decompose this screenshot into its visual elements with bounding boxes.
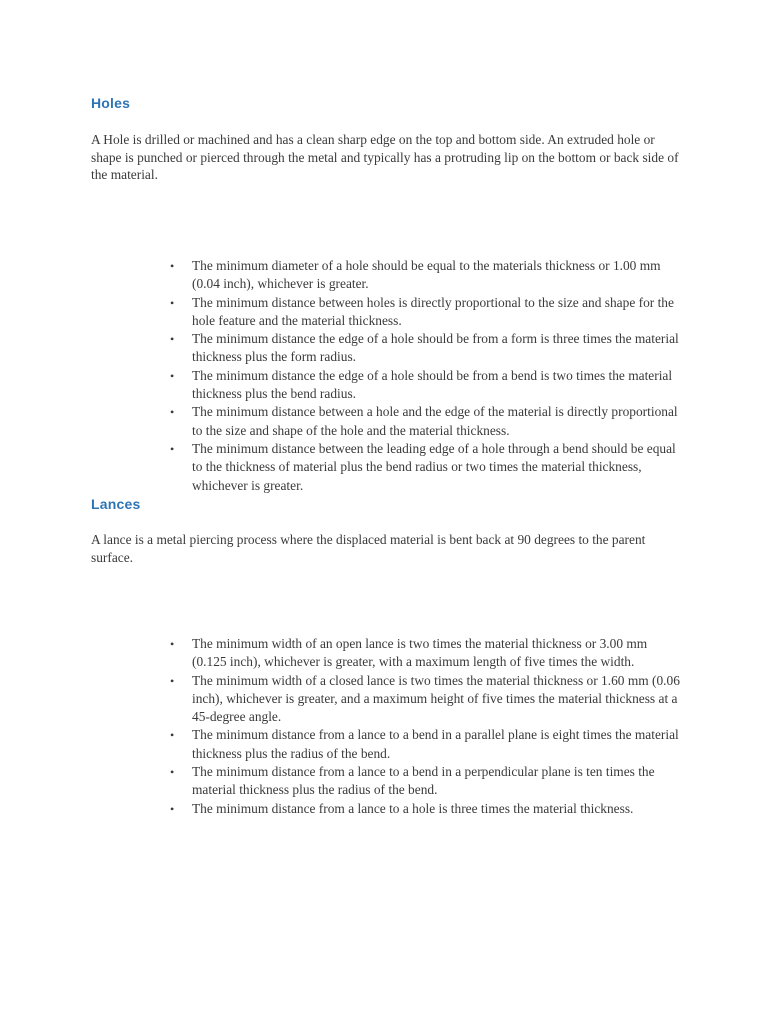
bullet-icon: • — [170, 637, 175, 651]
bullet-list-item — [170, 440, 685, 495]
bullet-icon: • — [170, 728, 175, 743]
section-heading-lances: Lances — [91, 496, 141, 512]
bullet-icon: • — [170, 332, 175, 347]
bullet-text: The minimum distance the edge of a hole should be from a form is three times the material thickness plus the form radius. — [192, 331, 679, 365]
bullet-text: The minimum distance from a lance to a hole is three times the material thickness. — [192, 800, 634, 816]
bullet-text: The minimum width of an open lance is two times the material thickness or 3.00 mm (0.125 inch), whichever is greater, with a maximum length of five times the width. — [192, 636, 648, 670]
bullet-icon: • — [170, 368, 175, 383]
bullet-text: The minimum distance between the leading edge of a hole through a bend should be equal to the thickness of material plus the bend radius or two times the material thickness, whichever is greater. — [192, 440, 676, 493]
bullet-list-item — [170, 403, 685, 440]
bullet-list-item — [170, 726, 685, 763]
bullet-icon: • — [170, 259, 175, 273]
bullet-text: The minimum distance the edge of a hole should be from a bend is two times the material thickness plus the bend radius. — [192, 367, 673, 402]
bullet-list-item — [170, 672, 685, 727]
bullet-icon: • — [170, 673, 175, 688]
bullet-text: The minimum distance from a lance to a bend in a perpendicular plane is ten times the material thickness plus the radius of the bend. — [192, 764, 655, 798]
bullet-text: The minimum width of a closed lance is two times the material thickness or 1.60 mm (0.06 inch), whichever is greater, and a maximum height of five times the material thickness at a 45-degree angle. — [192, 672, 680, 725]
section-paragraph-holes: A Hole is drilled or machined and has a clean sharp edge on the top and bottom side. An extruded hole or shape is punched or pierced through the metal and typically has a protruding lip on the bottom or back side of the material. — [91, 132, 679, 183]
bullet-text: The minimum distance between holes is directly proportional to the size and shape for the hole feature and the material thickness. — [192, 294, 674, 328]
bullet-list-item — [170, 800, 685, 818]
bullet-icon: • — [170, 405, 175, 420]
bullet-text: The minimum distance between a hole and the edge of the material is directly proportional to the size and shape of the hole and the material thickness. — [192, 404, 678, 438]
bullet-text: The minimum diameter of a hole should be equal to the materials thickness or 1.00 mm (0.04 inch), whichever is greater. — [192, 258, 661, 292]
bullet-icon: • — [170, 441, 175, 456]
bullet-list-lances — [170, 635, 685, 818]
bullet-list-item — [170, 294, 685, 331]
section-heading-holes: Holes — [91, 95, 131, 111]
bullet-icon: • — [170, 295, 175, 310]
section-paragraph-lances: A lance is a metal piercing process where the displaced material is bent back at 90 degrees to the parent surface. — [91, 532, 646, 565]
bullet-icon: • — [170, 765, 175, 780]
bullet-icon: • — [170, 801, 175, 816]
bullet-list-item — [170, 367, 685, 404]
bullet-list-item — [170, 635, 685, 672]
bullet-list-item — [170, 763, 685, 800]
bullet-list-item — [170, 257, 685, 294]
bullet-list-item — [170, 330, 685, 367]
bullet-text: The minimum distance from a lance to a bend in a parallel plane is eight times the material thickness plus the radius of the bend. — [192, 727, 679, 761]
bullet-list-holes — [170, 257, 685, 495]
